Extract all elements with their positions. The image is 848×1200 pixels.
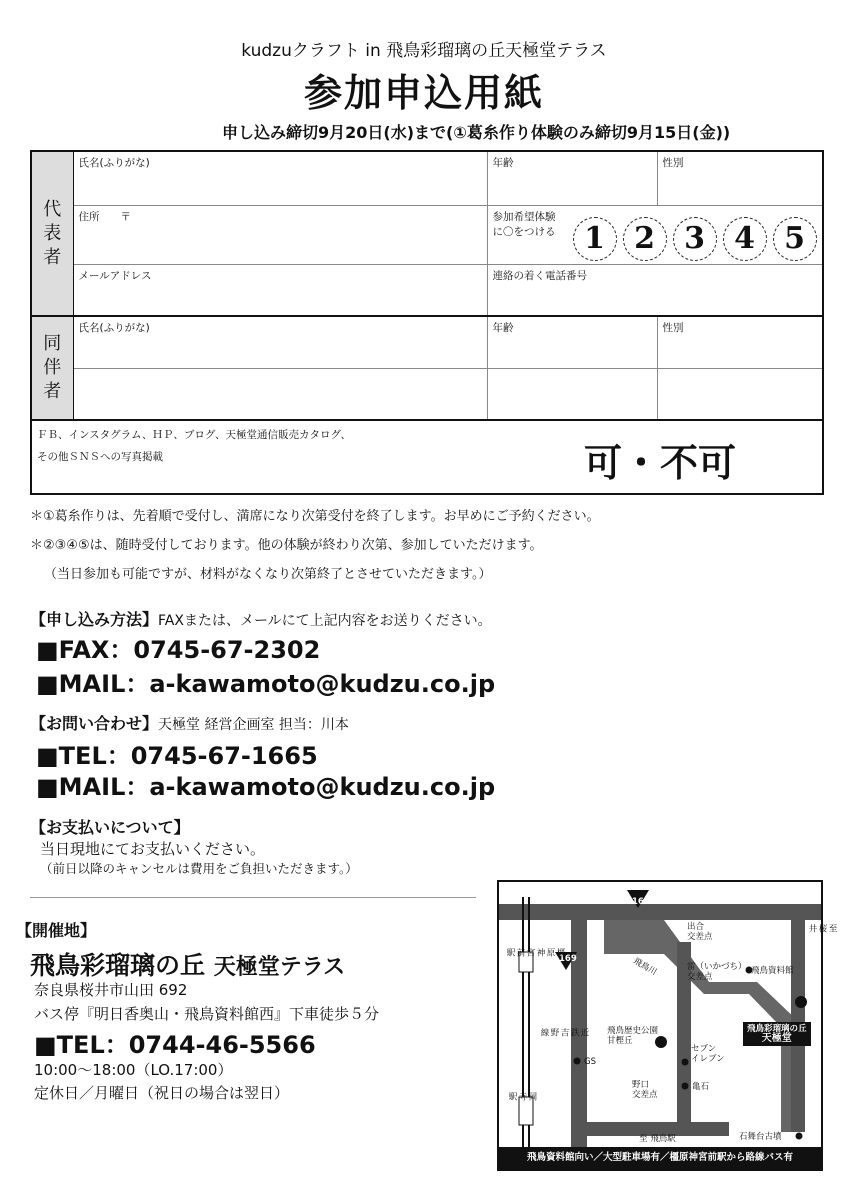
apply-fax: ■FAX：0745-67-2302 xyxy=(36,636,321,664)
to-asuka-station: 至 飛鳥駅 xyxy=(639,1134,676,1144)
asukagawa-label: 飛鳥川 xyxy=(631,956,659,978)
access-map xyxy=(497,880,837,1171)
event-subtitle: kudzuクラフト in 飛鳥彩瑠璃の丘天極堂テラス xyxy=(241,41,607,61)
park-label: 飛鳥歴史公園 甘樫丘 xyxy=(607,1026,659,1046)
choice-5[interactable]: 5 xyxy=(773,217,817,261)
contact-mail[interactable]: ■MAIL：a-kawamoto@kudzu.co.jp xyxy=(36,773,496,801)
gs-label: GS xyxy=(584,1057,596,1067)
route-165-label: 165 xyxy=(632,897,650,907)
route-169-label: 169 xyxy=(559,954,577,964)
comp-gender-field-2[interactable] xyxy=(657,368,823,420)
companion-label: 同 伴 者 xyxy=(31,316,73,420)
venue-name: 飛鳥彩瑠璃の丘 天極堂テラス xyxy=(30,951,346,980)
apply-mail[interactable]: ■MAIL：a-kawamoto@kudzu.co.jp xyxy=(36,670,496,698)
kintetsu-line: 近 鉄 吉 野 線 xyxy=(539,1028,589,1037)
map-footer: 飛鳥資料館向い／大型駐車場有／橿原神宮前駅から路線バス有 xyxy=(499,1147,821,1169)
choice-3[interactable]: 3 xyxy=(673,217,717,261)
museum-label: 飛鳥資料館 xyxy=(751,966,794,976)
payment-line-1: 当日現地にてお支払いください。 xyxy=(40,840,266,858)
choice-1[interactable]: 1 xyxy=(573,217,617,261)
venue-tel: ■TEL：0744-46-5566 xyxy=(34,1031,316,1059)
comp-age-field[interactable]: 年齢 xyxy=(487,316,657,368)
comp-name-field[interactable]: 氏名(ふりがな) xyxy=(73,316,487,368)
venue-marker-label: 飛鳥彩瑠璃の丘 天極堂 xyxy=(743,1022,811,1046)
contact-section: 【お問い合わせ】天極堂 経営企画室 担当：川本 xyxy=(30,714,349,733)
comp-name-field-2[interactable] xyxy=(73,368,487,420)
venue-heading: 【開催地】 xyxy=(16,921,97,940)
noguchi-crossing: 野口 交差点 xyxy=(632,1080,658,1100)
page-title: 参加申込用紙 xyxy=(303,70,544,115)
to-sakurai: 至 桜 井 xyxy=(807,924,837,933)
divider xyxy=(30,897,476,898)
note-3: （当日参加も可能ですが、材料がなくなり次第終了とさせていただきます。） xyxy=(44,567,492,582)
photo-consent-options[interactable]: 可・不可 xyxy=(584,440,737,485)
comp-age-field-2[interactable] xyxy=(487,368,657,420)
venue-address: 奈良県桜井市山田 692 xyxy=(34,981,188,999)
seven-eleven-label: セブン イレブン xyxy=(691,1044,725,1064)
apply-section: 【申し込み方法】FAXまたは、メールにて上記内容をお送りください。 xyxy=(30,610,492,629)
rep-phone-field[interactable]: 連絡の着く電話番号 xyxy=(487,264,823,316)
choice-2[interactable]: 2 xyxy=(623,217,667,261)
note-2: ＊②③④⑤は、随時受付しております。他の体験が終わり次第、参加していただけます。 xyxy=(30,538,543,553)
rep-age-field[interactable]: 年齢 xyxy=(487,151,657,205)
rep-email-field[interactable]: メールアドレス xyxy=(73,264,487,316)
payment-line-2: （前日以降のキャンセルは費用をご負担いただきます。） xyxy=(40,861,358,876)
choice-4[interactable]: 4 xyxy=(723,217,767,261)
ishibutai-label: 石舞台古墳 xyxy=(739,1132,782,1142)
comp-gender-field[interactable]: 性別 xyxy=(657,316,823,368)
deai-crossing: 出合 交差点 xyxy=(687,922,713,942)
okadera-station: 岡 寺 駅 xyxy=(507,1092,537,1101)
representative-label: 代 表 者 xyxy=(31,151,73,316)
rep-address-field[interactable]: 住所 〒 xyxy=(73,205,487,264)
contact-tel: ■TEL：0745-67-1665 xyxy=(36,742,318,770)
note-1: ＊①葛糸作りは、先着順で受付し、満席になり次第受付を終了します。お早めにご予約ください。 xyxy=(30,509,600,524)
payment-heading: 【お支払いについて】 xyxy=(30,818,190,837)
venue-bus: バス停『明日香奥山・飛鳥資料館西』下車徒歩５分 xyxy=(34,1005,380,1023)
rep-name-field[interactable]: 氏名(ふりがな) xyxy=(73,151,487,205)
experience-choices xyxy=(573,217,818,261)
photo-consent-row: ＦＢ、インスタグラム、ＨＰ、ブログ、天極堂通信販売カタログ、 その他ＳＮＳへの写真掲載 xyxy=(31,420,823,494)
rep-gender-field[interactable]: 性別 xyxy=(657,151,823,205)
experience-choice-field[interactable]: 参加希望体験 に〇をつける 1 2 3 4 5 xyxy=(487,205,823,264)
venue-hours: 10:00〜18:00（LO.17:00） xyxy=(34,1061,233,1079)
venue-closed: 定休日／月曜日（祝日の場合は翌日） xyxy=(34,1084,290,1102)
kameishi-label: 亀石 xyxy=(692,1082,710,1092)
ikazuchi-crossing: 雷（いかづち） 交差点 xyxy=(687,962,747,982)
kashihara-station: 橿 原 神 宮 前 駅 xyxy=(505,948,565,957)
deadline-text: 申し込み締切9月20日(水)まで(①葛糸作り体験のみ締切9月15日(金)) xyxy=(222,123,731,142)
